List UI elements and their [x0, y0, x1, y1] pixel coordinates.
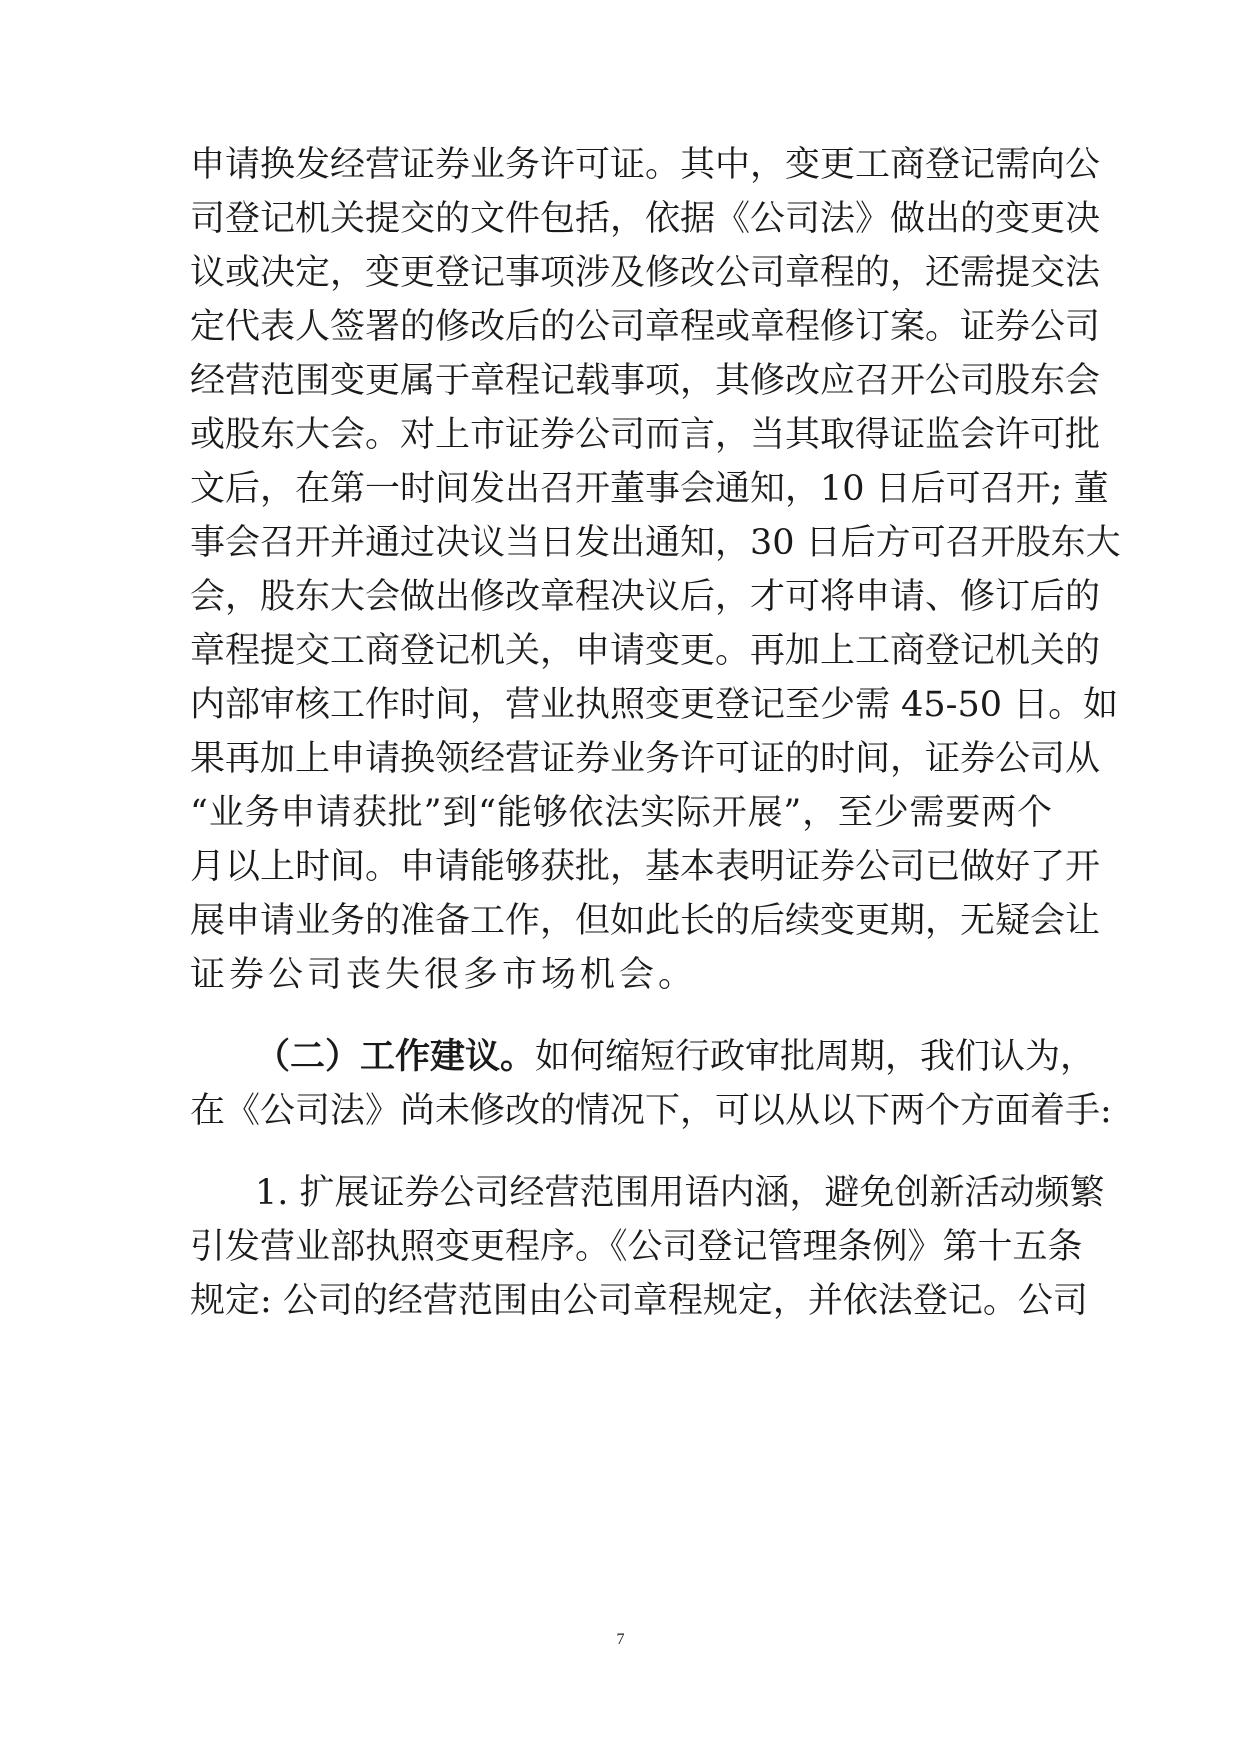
paragraph-line: 会，股东大会做出修改章程决议后，才可将申请、修订后的	[190, 577, 1101, 617]
section-heading-text: 如何缩短行政审批周期，我们认为，	[535, 1037, 1096, 1077]
list-item-line: 1. 扩展证券公司经营范围用语内涵，避免创新活动频繁	[255, 1173, 1105, 1213]
paragraph-line: 章程提交工商登记机关，申请变更。再加上工商登记机关的	[190, 631, 1101, 671]
paragraph-line: 司登记机关提交的文件包括，依据《公司法》做出的变更决	[190, 199, 1101, 239]
paragraph-line: 月以上时间。申请能够获批，基本表明证券公司已做好了开	[190, 847, 1101, 887]
paragraph-line: 证券公司丧失很多市场机会。	[190, 955, 698, 995]
paragraph-line: 或股东大会。对上市证券公司而言，当其取得证监会许可批	[190, 415, 1101, 455]
paragraph-line: 文后，在第一时间发出召开董事会通知，10 日后可召开; 董	[190, 469, 1109, 509]
paragraph-line: 议或决定，变更登记事项涉及修改公司章程的，还需提交法	[190, 253, 1101, 293]
paragraph-line: 经营范围变更属于章程记载事项，其修改应召开公司股东会	[190, 361, 1101, 401]
paragraph-line: “业务申请获批”到“能够依法实际开展”，至少需要两个	[190, 793, 1052, 833]
paragraph-line: 果再加上申请换领经营证券业务许可证的时间，证券公司从	[190, 739, 1101, 779]
paragraph-line: 展申请业务的准备工作，但如此长的后续变更期，无疑会让	[190, 901, 1101, 941]
list-item-line: 引发营业部执照变更程序。《公司登记管理条例》第十五条	[190, 1227, 1083, 1267]
paragraph-line: 定代表人签署的修改后的公司章程或章程修订案。证券公司	[190, 307, 1101, 347]
section-line: 在《公司法》尚未修改的情况下，可以从以下两个方面着手:	[190, 1091, 1112, 1131]
list-item-line: 规定: 公司的经营范围由公司章程规定，并依法登记。公司	[190, 1281, 1088, 1321]
section-heading-line	[255, 1032, 1096, 1082]
paragraph-line: 内部审核工作时间，营业执照变更登记至少需 45-50 日。如	[190, 685, 1119, 725]
page-number: 7	[616, 1631, 625, 1648]
paragraph-line: 申请换发经营证券业务许可证。其中，变更工商登记需向公	[190, 145, 1101, 185]
paragraph-line: 事会召开并通过决议当日发出通知，30 日后方可召开股东大	[190, 523, 1121, 563]
section-heading: （二）工作建议。	[255, 1037, 536, 1077]
